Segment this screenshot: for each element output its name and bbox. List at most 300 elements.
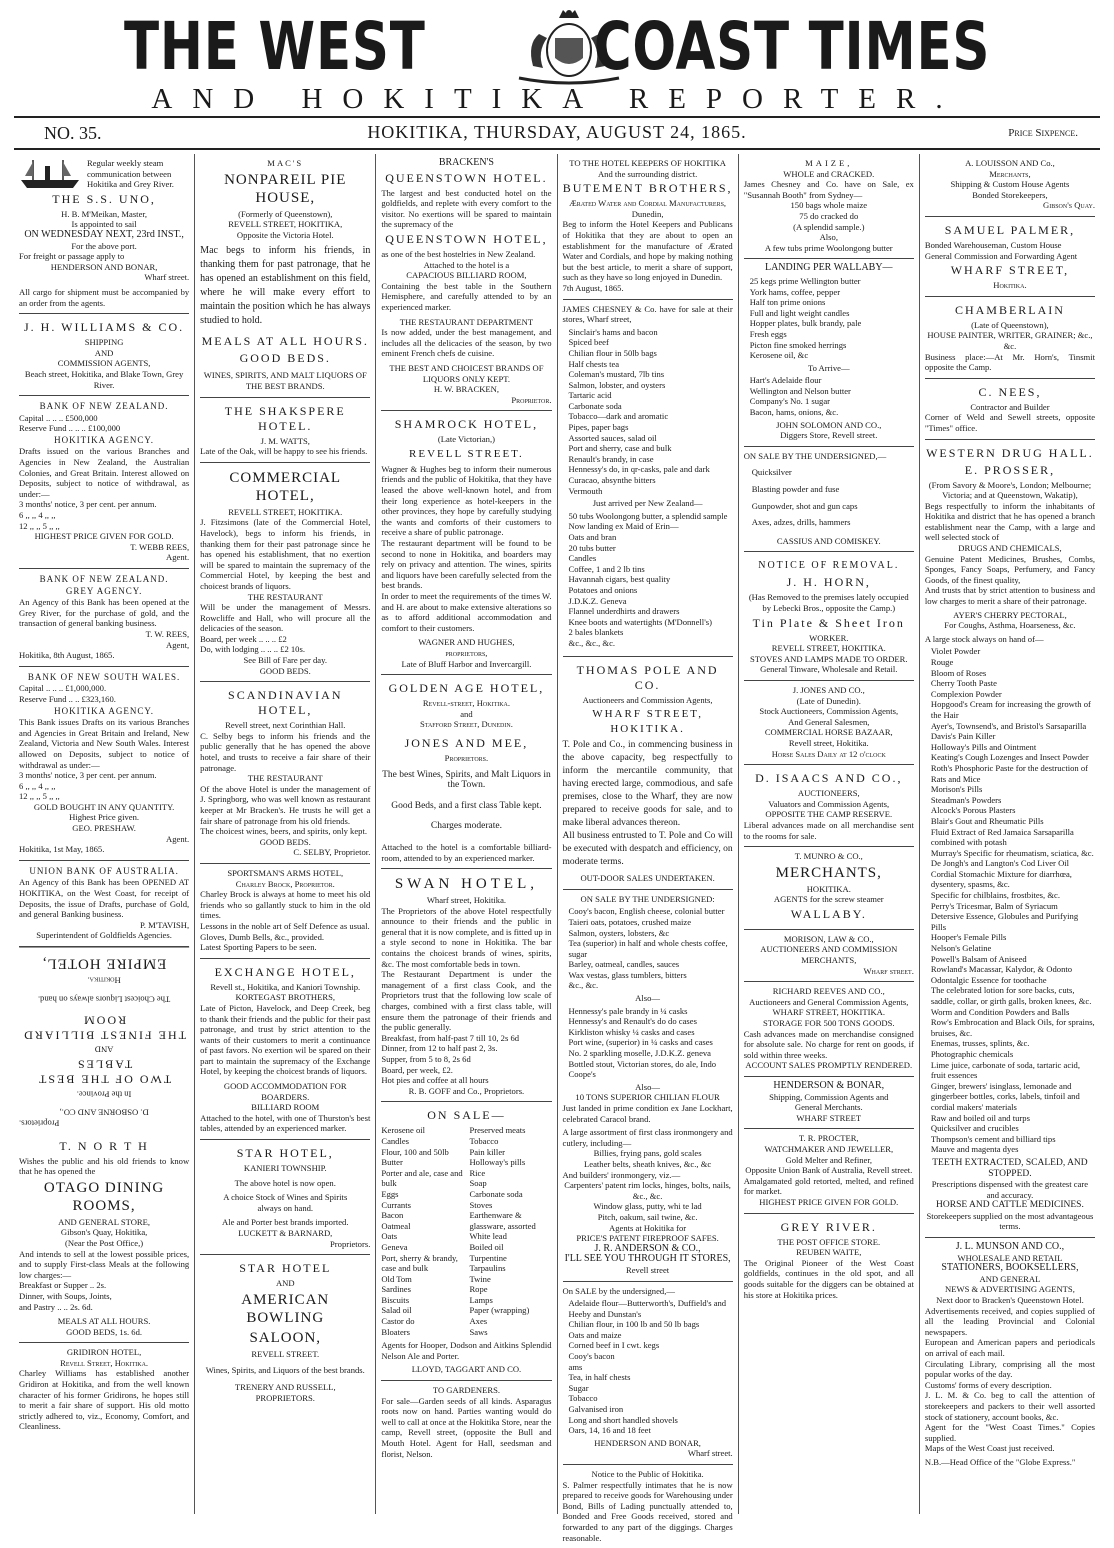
anderson-title: ON SALE BY THE UNDERSIGNED: <box>580 893 715 904</box>
list-item: ams <box>568 1361 583 1372</box>
jones-title: J. JONES AND CO., <box>792 684 865 695</box>
drug-stock: A large stock always on hand of— <box>924 633 1044 644</box>
drug-items <box>925 646 1095 1155</box>
ship-master: H. B. M'Meikan, Master, <box>61 208 148 219</box>
otago-dining-ad <box>19 1133 189 1344</box>
list-item: Steadman's Powders <box>930 794 1002 805</box>
list-item: Cooy's bacon <box>568 1351 615 1362</box>
list-item: Bacon <box>381 1210 404 1221</box>
chesney-arrived: Just arrived per New Zealand— <box>592 498 703 509</box>
ship-port: For the above port. <box>71 240 137 251</box>
bnz-grey-ad <box>19 569 189 667</box>
onsale-right-list <box>469 1125 551 1337</box>
anderson-body7: Pitch, oakum, sail twine, &c. <box>597 1211 698 1222</box>
maize-sub: WHOLE and CRACKED. <box>783 168 875 179</box>
north-p3: and Pastry .. .. 2s. 6d. <box>19 1301 93 1312</box>
drug-hall-ad <box>925 440 1095 1239</box>
procter-ad <box>744 1129 914 1213</box>
empire-l6: THE FINEST BILLIARD ROOM <box>22 1013 186 1043</box>
list-item: Boiled oil <box>469 1241 504 1252</box>
mac-wines: WINES, SPIRITS, AND MALT LIQUORS OF THE BEST BRANDS. <box>203 370 367 391</box>
list-item: Enemas, trusses, splints, &c. <box>930 1038 1030 1049</box>
jones-late: (Late of Dunedin). <box>796 695 861 706</box>
scand-sign: C. SELBY, Proprietor. <box>293 847 371 858</box>
munson-sub4: NEWS & ADVERTISING AGENTS, <box>945 1284 1075 1295</box>
scand-rest: THE RESTAURANT <box>247 773 323 784</box>
list-item: Hart's Adelaide flour <box>749 375 822 386</box>
anderson-ad <box>563 890 733 1282</box>
morison-ad <box>744 930 914 982</box>
isaacs-sub: AUCTIONEERS, <box>797 788 860 799</box>
pole-body2: All business entrusted to T. Pole and Co will be executed with despatch and efficiency, on moderate terms. <box>562 831 733 868</box>
list-item: Paper (wrapping) <box>469 1305 530 1316</box>
american-and: AND <box>275 1278 295 1289</box>
exchange-addr: Revell st., Hokitika, and Kaniori Township. <box>210 981 361 992</box>
north-meals: MEALS AT ALL HOURS. <box>57 1316 151 1327</box>
anderson-body3: Leather belts, sheath knives, &c., &c <box>584 1158 712 1169</box>
list-item: Ayer's, Townsend's, and Bristol's Sarsaparilla <box>930 720 1087 731</box>
gridiron-title: GRIDIRON HOTEL, <box>66 1347 142 1358</box>
jones-addr: Revell street, Hokitika. <box>788 737 869 748</box>
star-body: The above hotel is now open. <box>234 1177 336 1188</box>
drug-title: WESTERN DRUG HALL. <box>926 445 1094 460</box>
pole-body: T. Pole and Co., in commencing business in the above capacity, beg respectfully to inform the mercantile community, that having erected large, commodious, and safe premises, close to the Wharf, they are now prepared to receive goods for sale, and to make liberal advances thereon. <box>562 740 733 829</box>
palmer-body: S. Palmer respectfully intimates that he is now prepared to receive goods for Warehousing under Bond, Bills of Lading punctually attended to, Bonded and Free Goods received, stored and forwarded to any part of the diggings. Charges reasonable. <box>562 1479 733 1543</box>
williams-line1: SHIPPING <box>84 337 124 348</box>
mac-body: Mac begs to inform his friends, in thanking them for past patronage, that he has opened an establishment on this field, where he will make every effort to maintain the position which he has always studied to hold. <box>200 245 371 327</box>
list-item: Bloaters <box>381 1326 410 1337</box>
drug-drugs: DRUGS AND CHEMICALS, <box>958 543 1062 554</box>
commercial-beds: GOOD BEDS. <box>259 665 311 676</box>
munson-sub3: AND GENERAL <box>979 1273 1041 1284</box>
swan-p2: Dinner, from 12 to half past 2, 3s. <box>381 1043 498 1054</box>
drug-body: Begs respectfully to inform the inhabitants of Hokitika and district that he has opened a branch establishment near the Camp, with a large and well selected stock of <box>924 500 1096 543</box>
column-6 <box>920 154 1100 1514</box>
bnsw-rate1: 3 months' notice, 3 per cent. per annum. <box>19 770 157 781</box>
american-addr: REVELL STREET. <box>251 1348 320 1359</box>
cassius-i1: Quicksilver <box>751 467 792 478</box>
commercial-body2: Will be under the management of Messrs. Rowcliffe and Hall, who will procure all the delicacies of the season. <box>200 602 371 634</box>
american-bowling-ad <box>200 1255 370 1408</box>
scandinavian-ad <box>200 682 370 864</box>
jones-body: Stock Auctioneers, Commission Agents, <box>759 706 899 717</box>
bnsw-gold: GOLD BOUGHT IN ANY QUANTITY. <box>33 801 175 812</box>
star-addr: KANIERI TOWNSHIP. <box>243 1163 327 1174</box>
golden-title: GOLDEN AGE HOTEL, <box>388 681 545 696</box>
munson-ad <box>925 1238 1095 1472</box>
empire-l4: TWO OF THE BEST TABLES <box>37 1057 172 1087</box>
drug-name: E. PROSSER, <box>964 462 1056 477</box>
list-item: Potatoes and onions <box>568 584 638 595</box>
hb-title: HENDERSON & BONAR, <box>773 1080 885 1091</box>
scand-title: SCANDINAVIAN HOTEL, <box>228 688 343 718</box>
bnz2-agency: GREY AGENCY. <box>65 585 143 596</box>
list-item: Hennessy's do, in qr-casks, pale and dark <box>568 464 710 475</box>
american-role: PROPRIETORS. <box>255 1392 315 1403</box>
brackens-body: The largest and best conducted hotel on the goldfields, and replete with every comfort to the visitor. No exertions will be spared to maintain the supremacy of the <box>381 187 552 230</box>
empire-hotel-ad-inverted <box>19 947 189 1133</box>
list-item: Adelaide flour—Butterworth's, Duffield's and Heeby and Dunstan's <box>568 1298 727 1319</box>
anderson-sign: J. R. ANDERSON & CO., <box>594 1242 701 1254</box>
union-bank-ad <box>19 861 189 947</box>
swan-hotel-ad <box>381 869 551 1102</box>
list-item: Salad oil <box>381 1305 412 1316</box>
munro-ship: WALLABY. <box>790 906 867 921</box>
brackens-ad <box>381 154 551 411</box>
list-item: Fresh eggs <box>749 328 787 339</box>
column-4 <box>558 154 739 1543</box>
list-item: &c., &c., &c. <box>568 637 616 648</box>
munro-sub: MERCHANTS, <box>775 864 882 881</box>
list-item: Davis's Pain Killer <box>930 731 996 742</box>
grey-river-ad <box>744 1214 914 1306</box>
brackens-pre: BRACKEN'S <box>438 157 494 168</box>
cassius-ad <box>744 447 914 553</box>
list-item: York hams, coffee, pepper <box>749 286 841 297</box>
column-1 <box>14 154 195 1514</box>
list-item: Renault's brandy, in case <box>568 453 654 464</box>
procter-addr: Opposite Union Bank of Australia, Revell street. <box>745 1165 913 1176</box>
wallaby-items <box>744 276 914 361</box>
list-item: Saws <box>469 1326 488 1337</box>
list-item: Perry's Tricesmar, Balm of Syriacum <box>930 900 1058 911</box>
bnsw-date: Hokitika, 1st May, 1865. <box>19 844 105 855</box>
horn-title: NOTICE OF REMOVAL. <box>758 560 900 572</box>
pole-ad <box>563 657 733 890</box>
procter-sub: WATCHMAKER AND JEWELLER, <box>764 1143 894 1154</box>
list-item: Company's No. 1 sugar <box>749 396 831 407</box>
list-item: Full and light weight candles <box>749 307 850 318</box>
jones-body2: And General Salesmen, <box>788 716 870 727</box>
brackens-body3: Containing the best table in the Southern Hemisphere, and carefully attended to by an experienced marker. <box>381 280 552 312</box>
anderson-agents: Agents at Hokitika for <box>609 1222 687 1233</box>
list-item: Cooy's bacon, English cheese, colonial butter <box>568 906 725 917</box>
ship-street: Wharf street. <box>144 272 190 283</box>
gardeners-ad <box>381 1381 551 1464</box>
reeves-ad <box>744 982 914 1077</box>
bnsw-sign: GEO. PRESHAW. <box>72 823 136 834</box>
horn-gen: General Tinware, Wholesale and Retail. <box>760 664 898 675</box>
north-p2: Dinner, with Soups, Joints, <box>19 1290 112 1301</box>
cassius-i2: Blasting powder and fuse <box>751 484 840 495</box>
horn-trade2: WORKER. <box>809 632 849 643</box>
shakspere-body: Late of the Oak, will be happy to see his friends. <box>200 446 368 457</box>
butement-ad <box>563 154 733 300</box>
munro-agents: AGENTS for the screw steamer <box>773 894 884 905</box>
chesney-head: JAMES CHESNEY & Co. have for sale at their stores, Wharf street, <box>562 303 733 325</box>
golden-body2: Good Beds, and a first class Table kept. <box>391 800 542 811</box>
shamrock-role: proprietors, <box>445 647 488 658</box>
mac-beds: GOOD BEDS. <box>239 351 331 366</box>
star-stock: A choice Stock of Wines and Spirits <box>223 1192 348 1203</box>
bnz1-body: Drafts issued on the various Branches and Agencies in New Zealand, the Australian Colonies, and Great Britain. Interest allowed on Deposits, subject to notice of withdrawal, as under:— <box>19 446 190 499</box>
bnz1-title: BANK OF NEW ZEALAND. <box>39 401 169 412</box>
louisson-body2: Bonded Storekeepers, <box>972 189 1048 200</box>
american-sign: TRENERY AND RUSSELL, <box>234 1381 336 1392</box>
bnz1-gold: HIGHEST PRICE GIVEN FOR GOLD. <box>34 531 174 542</box>
list-item: 20 tubs butter <box>568 542 616 553</box>
list-item: Holloway's pills <box>469 1157 526 1168</box>
list-item: Flannel underdhirts and drawers <box>568 606 680 617</box>
shamrock-body2: The restaurant department will be found to be second to none in Hokitika, and boarders may rely on privacy and attention. The wines, spirits and liquors have been carefully selected from the best brands. <box>381 538 552 591</box>
gardeners-title: TO GARDENERS. <box>432 1385 501 1396</box>
hb-sale-items <box>563 1298 733 1436</box>
gridiron-ad <box>19 1343 189 1437</box>
star-title: STAR HOTEL, <box>236 1146 334 1161</box>
brackens-body4: Is now added, under the best management, and includes all the delicacies of the season, by two eminent French chefs de cuisine. <box>381 327 552 359</box>
butement-top: TO THE HOTEL KEEPERS OF HOKITIKA And the surrounding district. <box>569 158 726 179</box>
list-item: Kerosene oil, &c <box>749 350 809 361</box>
jones-ad <box>744 681 914 765</box>
bnz1-rate1: 3 months' notice, 3 per cent. per annum. <box>19 499 157 510</box>
american-title3: SALOON, <box>249 1329 322 1346</box>
list-item: Half ton prime onions <box>749 297 826 308</box>
list-item: Worm and Condition Powders and Balls <box>930 1006 1070 1017</box>
list-item: Murray's Specific for rheumatism, sciatica, &c. <box>930 847 1094 858</box>
bnz2-role: Agent, <box>166 639 190 650</box>
anderson-body2: Billies, frying pans, gold scales <box>593 1148 702 1159</box>
sportsman-body: Charley Brock is always at home to meet his old friends who so gallantly stuck to him in the old times. <box>200 889 371 921</box>
list-item: Candles <box>381 1135 410 1146</box>
bnz2-date: Hokitika, 8th August, 1865. <box>19 650 115 661</box>
mac-addr: REVELL STREET, HOKITIKA, <box>228 219 343 230</box>
scand-body3: The choicest wines, beers, and spirits, only kept. <box>200 826 367 837</box>
palmer2-addr: WHARF STREET, <box>950 263 1070 278</box>
palmer-title: Notice to the Public of Hokitika. <box>591 1469 704 1479</box>
shamrock-title: SHAMROCK HOTEL, <box>394 417 539 432</box>
star-stock2: always on hand. <box>257 1202 314 1213</box>
ship-date: ON WEDNESDAY NEXT, 23rd INST., <box>24 228 184 240</box>
list-item: Pipes, paper bags <box>568 422 629 433</box>
list-item: Alcock's Porous Plasters <box>930 805 1016 816</box>
sportsman-sub: Charley Brock, Proprietor. <box>235 878 335 889</box>
williams-ad <box>19 314 189 396</box>
isaacs-body: Valuators and Commission Agents, <box>768 798 890 809</box>
list-item: Thompson's cement and billiard tips <box>930 1133 1056 1144</box>
issue-number: NO. 35. <box>44 123 102 143</box>
anderson-flour: 10 TONS SUPERIOR CHILIAN FLOUR <box>575 1092 720 1103</box>
bnsw-gold2: Highest Price given. <box>69 812 140 823</box>
list-item: Keating's Cough Lozenges and Insect Powder <box>930 752 1089 763</box>
exchange-title: EXCHANGE HOTEL, <box>214 964 356 979</box>
empire-l9: EMPIRE HOTEL, <box>41 956 167 972</box>
onsale-left-list <box>381 1125 463 1337</box>
onsale-title: ON SALE— <box>427 1108 506 1123</box>
list-item: Raw and boiled oil and turps <box>930 1112 1030 1123</box>
hb-sale-sign: HENDERSON AND BONAR, <box>594 1437 701 1448</box>
list-item: Sinclair's hams and bacon <box>568 326 658 337</box>
list-item: Hopgood's Cream for increasing the growth of the Hair <box>930 699 1091 720</box>
commercial-rest: THE RESTAURANT <box>247 591 323 602</box>
list-item: Cordial Stomachic Mixture for diarrhœa, dysentery, spasms, &c. <box>930 868 1072 890</box>
munro-ad <box>744 847 914 930</box>
bnz1-reserve: Reserve Fund .. .. .. £100,000 <box>19 423 121 434</box>
north-near: (Near the Post Office,) <box>65 1237 144 1248</box>
list-item: Oatmeal <box>381 1220 411 1231</box>
bnz-hokitika-ad <box>19 396 189 569</box>
butement-title: BUTEMENT BROTHERS, <box>562 181 733 196</box>
horn-trade: Tin Plate & Sheet Iron <box>752 615 905 630</box>
nees-ad <box>925 379 1095 440</box>
list-item: Corned beef in I cwt. kegs <box>568 1340 660 1351</box>
sportsman-body2: Lessons in the noble art of Self Defence as usual. <box>200 920 370 931</box>
star-hotel-ad <box>200 1140 370 1255</box>
list-item: Galvanised iron <box>568 1404 624 1415</box>
morison-addr: Wharf street. <box>863 965 914 976</box>
bnsw-role: Agent. <box>166 833 190 844</box>
column-2 <box>195 154 376 1514</box>
list-item: Tea (superior) in half and whole chests coffee, sugar <box>568 938 728 959</box>
uba-title: UNION BANK OF AUSTRALIA. <box>29 865 179 876</box>
empire-l7: The Choicest Liquors always on hand. <box>37 994 171 1005</box>
williams-line3: COMMISSION AGENTS, <box>57 358 151 369</box>
munson-body2: European and American papers and periodicals on arrival of each mail. <box>924 1337 1096 1358</box>
list-item: Tobacco—dark and aromatic <box>568 411 669 422</box>
horn-addr: REVELL STREET, HOKITIKA. <box>771 643 886 654</box>
munson-title: J. L. MUNSON AND CO., <box>955 1241 1065 1253</box>
exchange-names: KORTEGAST BROTHERS, <box>235 992 336 1003</box>
golden-names: JONES AND MEE, <box>404 735 529 750</box>
columns <box>14 154 1100 1543</box>
morison-sub: AUCTIONEERS AND COMMISSION <box>760 944 898 955</box>
drug-teeth: TEETH EXTRACTED, SCALED, AND STOPPED. <box>932 1157 1088 1179</box>
issue-price: Price Sixpence. <box>1008 127 1078 139</box>
masthead-title-left: THE WEST <box>124 8 426 85</box>
onsale-agents: Agents for Hooper, Dodson and Aitkins Splendid Nelson Ale and Porter. <box>381 1340 552 1361</box>
sportsman-body4: Latest Sporting Papers to be seen. <box>200 942 317 953</box>
chesney-items <box>563 327 733 497</box>
hb-sale-head: On SALE by the undersigned,— <box>562 1285 675 1296</box>
list-item: Long and short handled shovels <box>568 1414 678 1425</box>
isaacs-title: D. ISAACS AND CO., <box>755 771 903 786</box>
reeves-storage: STORAGE FOR 500 TONS GOODS. <box>762 1018 895 1029</box>
golden-role: Proprietors. <box>444 752 489 763</box>
list-item: Port, sherry & brandy, case and bulk <box>381 1252 458 1274</box>
list-item: Mauve and magenta dyes <box>930 1144 1019 1155</box>
munson-body5: J. L. M. & Co. beg to call the attention of storekeepers and packers to their well assorted stock of stationery, account books, &c. <box>924 1390 1096 1422</box>
cassius-title: ON SALE BY THE UNDERSIGNED,— <box>743 450 887 461</box>
commercial-p1: Board, per week .. .. .. £2 <box>200 633 287 644</box>
commercial-title: COMMERCIAL HOTEL, <box>229 469 342 504</box>
jones-bazaar: COMMERCIAL HORSE BAZAAR, <box>764 727 893 738</box>
list-item: J.D.K.Z. Geneva <box>568 595 627 606</box>
anderson-addr: Revell street <box>626 1264 670 1275</box>
list-item: Complexion Powder <box>930 688 1002 699</box>
list-item: Axes <box>469 1316 488 1327</box>
bnz1-role: Agent. <box>166 552 190 563</box>
list-item: Kirkliston whisky ¼ casks and cases <box>568 1026 695 1037</box>
munson-body: Advertisements received, and copies supplied of all the leading Provincial and Colonial newspapers. <box>924 1305 1096 1337</box>
pole-addr: WHARF STREET, HOKITIKA. <box>592 708 703 736</box>
chamberlain-place: Business place:—At Mr. Horn's, Tinsmit opposite the Camp. <box>924 351 1096 373</box>
list-item: Lime juice, carbonate of soda, tartaric acid, fruit essences <box>930 1059 1080 1081</box>
list-item: Twine <box>469 1273 491 1284</box>
commercial-hotel-ad <box>200 463 370 683</box>
list-item: Pain killer <box>469 1146 506 1157</box>
golden-body3: Charges moderate. <box>430 821 502 832</box>
scand-beds: GOOD BEDS. <box>259 836 311 847</box>
list-item: Hooper's Female Pills <box>930 932 1007 943</box>
list-item: Preserved meats <box>469 1125 526 1136</box>
uba-sign: P. M'TAVISH, <box>139 919 190 930</box>
reeves-sub: Auctioneers and General Commission Agents, <box>749 996 909 1007</box>
list-item: Vermouth <box>568 485 603 496</box>
shakspere-name: J. M. WATTS, <box>260 435 310 446</box>
list-item: Half chests tea <box>568 358 620 369</box>
swan-p5: Hot pies and coffee at all hours <box>381 1075 489 1086</box>
column-3 <box>376 154 557 1514</box>
list-item: Now landing ex Maid of Erin— <box>568 521 679 532</box>
scand-addr: Revell street, next Corinthian Hall. <box>225 720 346 731</box>
cassius-i4: Axes, adzes, drills, hammers <box>751 517 851 528</box>
anderson-body6: Window glass, putty, whi te lad <box>593 1201 702 1212</box>
list-item: Morison's Pills <box>930 784 983 795</box>
golden-body: The best Wines, Spirits, and Malt Liquors in the Town. <box>382 769 551 791</box>
drug-horse: HORSE AND CATTLE MEDICINES. <box>936 1200 1084 1211</box>
list-item: Coleman's mustard, 7lb tins <box>568 369 665 380</box>
list-item: Quicksilver and crucibles <box>930 1123 1019 1134</box>
munson-addr: Next door to Bracken's Queenstown Hotel. <box>936 1295 1084 1306</box>
list-item: Taieri oats, potatoes, crushed maize <box>568 916 692 927</box>
list-item: Picton fine smoked herrings <box>749 339 847 350</box>
procter-gold: HIGHEST PRICE GIVEN FOR GOLD. <box>759 1196 899 1207</box>
north-head: T. N O R T H <box>59 1138 149 1153</box>
list-item: Oats and bran <box>568 532 617 542</box>
anderson-flour2: Just landed in prime condition ex Jane Lockhart, celebrated Caracol brand. <box>562 1103 733 1124</box>
shamrock-body: Wagner & Hughes beg to inform their numerous friends and the public of Hokitika, that they have leased the above well-known hotel, and from their long experience as hotel-keepers in the other provinces, they hope by carefully studying the wants and comforts of their customers to receive a share of public patronage. <box>381 463 552 538</box>
williams-name: J. H. WILLIAMS & CO. <box>24 320 185 335</box>
list-item: Castor do <box>381 1316 415 1327</box>
commercial-body: J. Fitzsimons (late of the Commercial Hotel, Havelock), begs to inform his friends, in thanking them for their past patronage since he has opened his establishment, that no exertion will be spared to maintain the supremacy of the Commercial Hotel, by keeping the best and choicest brands of liquors. <box>200 517 371 591</box>
grey-body: The Original Pioneer of the West Coast goldfields, continues in the old spot, and all goods suitable for the diggers can be obtained at his store at Hokitika prices. <box>743 1257 914 1300</box>
brackens-best: THE BEST AND CHOICEST BRANDS OF LIQUORS ONLY KEPT. <box>389 362 544 384</box>
wallaby-sign: JOHN SOLOMON AND CO., <box>776 419 882 430</box>
ship-apply: For freight or passage apply to <box>19 251 125 262</box>
louisson-addr: Gibson's Quay. <box>1042 200 1096 211</box>
dateline <box>14 116 1100 150</box>
mac-formerly: (Formerly of Queenstown), <box>238 208 333 219</box>
list-item: Oars, 14, 16 and 18 feet <box>568 1425 651 1436</box>
palmer2-body2: General Commission and Forwarding Agent <box>924 250 1078 261</box>
golden-addr2: Stafford Street, Dunedin. <box>419 719 513 730</box>
bnsw-ad <box>19 667 189 861</box>
bnz1-agency: HOKITIKA AGENCY. <box>54 434 154 445</box>
list-item: 50 tubs Woolongong butter, a splendid sample <box>568 510 728 521</box>
butement-city: Dunedin, <box>631 208 664 219</box>
on-sale-lloyd-ad <box>381 1102 551 1381</box>
horn-ad <box>744 552 914 681</box>
empire-l5: AND <box>94 1044 114 1055</box>
drug-presc: Prescriptions dispensed with the greatest care and accuracy. <box>931 1179 1089 1200</box>
mac-meals: MEALS AT ALL HOURS. <box>201 334 369 349</box>
gridiron-addr: Revell Street, Hokitika. <box>60 1357 149 1368</box>
ship-ad <box>19 154 189 314</box>
list-item: Port wine, (superior) in ¼ casks and cases <box>568 1037 713 1048</box>
morison-title: MORISON, LAW & CO., <box>783 933 874 944</box>
list-item: White lead <box>469 1231 507 1242</box>
wallaby-title: LANDING PER WALLABY— <box>764 262 893 274</box>
drug-from: (From Savory & Moore's, London; Melbourne; Victoria; and at Queenstown, Wakatip), <box>928 479 1092 501</box>
bnz1-rate3: 12 ,, ,, 5 ,, ,, <box>19 520 60 531</box>
golden-age-ad <box>381 675 551 869</box>
masthead-subtitle: AND HOKITIKA REPORTER. <box>151 83 963 115</box>
list-item: Port and sherry, case and bulk <box>568 443 672 454</box>
brackens-role: Proprietor. <box>511 394 552 405</box>
butement-date: 7th August, 1865. <box>562 282 624 293</box>
star-role: Proprietors. <box>330 1238 371 1249</box>
reeves-body: Cash advances made on merchandise consigned for absolute sale. No charge for rent on goods, if sold within three weeks. <box>743 1028 914 1060</box>
bnz2-sign: T. W. REES, <box>145 628 190 639</box>
